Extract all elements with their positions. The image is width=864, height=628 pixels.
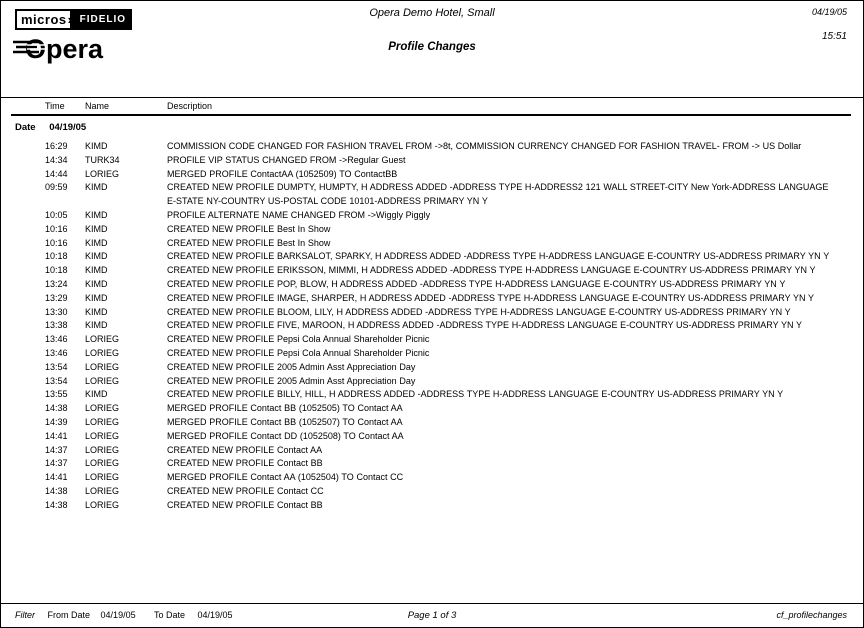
row-description: CREATED NEW PROFILE Best In Show xyxy=(167,223,331,234)
footer-divider xyxy=(1,603,863,604)
row-description: MERGED PROFILE Contact DD (1052508) TO Contact AA xyxy=(167,430,404,441)
row-time: 13:38 xyxy=(45,320,68,331)
row-description: CREATED NEW PROFILE 2005 Admin Asst Appreciation Day xyxy=(167,375,416,386)
row-time: 10:18 xyxy=(45,265,68,276)
report-title: Profile Changes xyxy=(388,41,476,53)
row-description: CREATED NEW PROFILE Pepsi Cola Annual Shareholder Picnic xyxy=(167,347,430,358)
date-group-value: 04/19/05 xyxy=(49,122,87,133)
table-row xyxy=(1,223,863,237)
date-group-label: Date xyxy=(15,122,36,133)
table-row xyxy=(1,250,863,264)
table-row xyxy=(1,181,863,209)
row-description: CREATED NEW PROFILE Contact BB xyxy=(167,499,323,510)
table-row xyxy=(1,388,863,402)
page-indicator: Page 1 of 3 xyxy=(407,610,457,621)
row-time: 10:05 xyxy=(45,209,68,220)
row-time: 16:29 xyxy=(45,141,68,151)
row-name: KIMD xyxy=(85,389,108,400)
row-name: LORIEG xyxy=(85,472,120,483)
row-time: 13:30 xyxy=(45,306,68,317)
row-time: 13:46 xyxy=(45,334,68,345)
to-date-label: To Date xyxy=(153,610,185,620)
report-run-time: 15:51 xyxy=(821,31,847,42)
row-time: 10:16 xyxy=(45,223,68,234)
report-run-date: 04/19/05 xyxy=(811,7,847,17)
row-description: PROFILE VIP STATUS CHANGED FROM ->Regular Guest xyxy=(167,154,406,165)
row-time: 14:38 xyxy=(45,403,68,414)
table-row xyxy=(1,499,863,513)
row-description: CREATED NEW PROFILE POP, BLOW, H ADDRESS ADDED -ADDRESS TYPE H-ADDRESS LANGUAGE E-COUNTRY US-ADDRESS PRIMARY YN Y xyxy=(167,278,786,289)
row-name: LORIEG xyxy=(85,334,120,345)
table-rows xyxy=(1,140,863,513)
row-description: CREATED NEW PROFILE Contact BB xyxy=(167,458,323,469)
opera-logo-text: Opera xyxy=(25,34,104,64)
row-name: KIMD xyxy=(85,209,108,220)
row-time: 10:18 xyxy=(45,251,68,262)
row-description: CREATED NEW PROFILE FIVE, MAROON, H ADDRESS ADDED -ADDRESS TYPE H-ADDRESS LANGUAGE E-COUNTRY US-ADDRESS PRIMARY YN Y xyxy=(167,320,802,331)
row-description: CREATED NEW PROFILE Contact CC xyxy=(167,485,324,496)
table-row xyxy=(1,333,863,347)
row-description: CREATED NEW PROFILE DUMPTY, HUMPTY, H ADDRESS ADDED -ADDRESS TYPE H-ADDRESS2 121 WALL STREET-CITY New York-ADDRESS LANGUAGE E-STATE NY-COUNTRY US-POSTAL CODE 10101-ADDRESS PRIMARY YN Y xyxy=(167,182,829,207)
row-name: KIMD xyxy=(85,265,108,276)
table-row xyxy=(1,264,863,278)
table-row xyxy=(1,278,863,292)
table-row xyxy=(1,209,863,223)
table-row xyxy=(1,485,863,499)
column-header-name: Name xyxy=(85,101,110,111)
micros-logo-text: micros xyxy=(15,9,72,30)
row-name: KIMD xyxy=(85,278,108,289)
table-header-row xyxy=(1,97,863,114)
row-time: 13:46 xyxy=(45,347,68,358)
row-description: PROFILE ALTERNATE NAME CHANGED FROM ->Wiggly Piggly xyxy=(167,209,431,220)
row-description: CREATED NEW PROFILE ERIKSSON, MIMMI, H ADDRESS ADDED -ADDRESS TYPE H-ADDRESS LANGUAGE E-COUNTRY US-ADDRESS PRIMARY YN Y xyxy=(167,265,816,276)
row-name: LORIEG xyxy=(85,375,120,386)
row-time: 13:54 xyxy=(45,375,68,386)
row-time: 14:41 xyxy=(45,472,68,483)
row-description: CREATED NEW PROFILE Contact AA xyxy=(167,444,323,455)
table-row xyxy=(1,444,863,458)
row-name: KIMD xyxy=(85,182,108,193)
row-name: LORIEG xyxy=(85,416,120,427)
row-name: KIMD xyxy=(85,320,108,331)
row-time: 10:16 xyxy=(45,237,68,248)
row-description: CREATED NEW PROFILE BLOOM, LILY, H ADDRESS ADDED -ADDRESS TYPE H-ADDRESS LANGUAGE E-COUNTRY US-ADDRESS PRIMARY YN Y xyxy=(167,306,791,317)
column-header-time: Time xyxy=(45,101,65,111)
table-row xyxy=(1,168,863,182)
row-description: MERGED PROFILE Contact AA (1052504) TO Contact CC xyxy=(167,472,404,483)
row-name: LORIEG xyxy=(85,403,120,414)
row-time: 14:38 xyxy=(45,485,68,496)
row-description: CREATED NEW PROFILE Best In Show xyxy=(167,237,331,248)
report-id: cf_profilechanges xyxy=(776,610,847,620)
table-row xyxy=(1,237,863,251)
row-time: 14:37 xyxy=(45,444,68,455)
row-name: TURK34 xyxy=(85,154,120,165)
row-name: KIMD xyxy=(85,306,108,317)
row-description: CREATED NEW PROFILE BILLY, HILL, H ADDRESS ADDED -ADDRESS TYPE H-ADDRESS LANGUAGE E-COUNTRY US-ADDRESS PRIMARY YN Y xyxy=(167,389,784,400)
row-description: CREATED NEW PROFILE BARKSALOT, SPARKY, H ADDRESS ADDED -ADDRESS TYPE H-ADDRESS LANGUAGE E-COUNTRY US-ADDRESS PRIMARY YN Y xyxy=(167,251,830,262)
row-time: 13:29 xyxy=(45,292,68,303)
table-row xyxy=(1,416,863,430)
row-name: LORIEG xyxy=(85,458,120,469)
report-header xyxy=(1,1,863,97)
row-name: LORIEG xyxy=(85,444,120,455)
row-time: 13:24 xyxy=(45,278,68,289)
table-row xyxy=(1,457,863,471)
from-date-label: From Date xyxy=(47,610,91,620)
table-row xyxy=(1,140,863,154)
row-name: KIMD xyxy=(85,237,108,248)
table-row xyxy=(1,471,863,485)
row-name: KIMD xyxy=(85,141,108,151)
row-time: 13:54 xyxy=(45,361,68,372)
fidelio-logo-text: FIDELIO xyxy=(72,9,132,30)
row-time: 14:39 xyxy=(45,416,68,427)
table-row xyxy=(1,375,863,389)
row-description: COMMISSION CODE CHANGED FOR FASHION TRAVEL FROM ->8t, COMMISSION CURRENCY CHANGED FOR FASHION TRAVEL- FROM -> US Dollar xyxy=(167,141,802,151)
row-time: 14:34 xyxy=(45,154,68,165)
table-row xyxy=(1,319,863,333)
row-name: KIMD xyxy=(85,223,108,234)
row-name: LORIEG xyxy=(85,485,120,496)
hotel-name: Opera Demo Hotel, Small xyxy=(369,7,495,19)
row-description: CREATED NEW PROFILE IMAGE, SHARPER, H ADDRESS ADDED -ADDRESS TYPE H-ADDRESS LANGUAGE E-COUNTRY US-ADDRESS PRIMARY YN Y xyxy=(167,292,815,303)
table-row xyxy=(1,347,863,361)
row-name: LORIEG xyxy=(85,347,120,358)
row-time: 14:44 xyxy=(45,168,68,179)
row-name: KIMD xyxy=(85,251,108,262)
column-header-description: Description xyxy=(167,101,213,111)
row-name: LORIEG xyxy=(85,430,120,441)
row-description: MERGED PROFILE Contact BB (1052507) TO Contact AA xyxy=(167,416,403,427)
from-date-value: 04/19/05 xyxy=(100,610,136,620)
table-row xyxy=(1,402,863,416)
table-row xyxy=(1,306,863,320)
table-row xyxy=(1,292,863,306)
row-name: LORIEG xyxy=(85,361,120,372)
row-description: CREATED NEW PROFILE Pepsi Cola Annual Shareholder Picnic xyxy=(167,334,430,345)
report-footer xyxy=(1,608,863,623)
row-time: 09:59 xyxy=(45,182,68,193)
date-group-row xyxy=(1,116,863,137)
row-name: LORIEG xyxy=(85,168,120,179)
row-description: CREATED NEW PROFILE 2005 Admin Asst Appreciation Day xyxy=(167,361,416,372)
table-row xyxy=(1,361,863,375)
row-description: MERGED PROFILE ContactAA (1052509) TO ContactBB xyxy=(167,168,398,179)
row-time: 13:55 xyxy=(45,389,68,400)
row-time: 14:41 xyxy=(45,430,68,441)
row-time: 14:37 xyxy=(45,458,68,469)
table-row xyxy=(1,154,863,168)
row-name: KIMD xyxy=(85,292,108,303)
to-date-value: 04/19/05 xyxy=(197,610,233,620)
filter-label: Filter xyxy=(15,610,35,620)
row-description: MERGED PROFILE Contact BB (1052505) TO Contact AA xyxy=(167,403,403,414)
row-name: LORIEG xyxy=(85,499,120,510)
table-row xyxy=(1,430,863,444)
row-time: 14:38 xyxy=(45,499,68,510)
